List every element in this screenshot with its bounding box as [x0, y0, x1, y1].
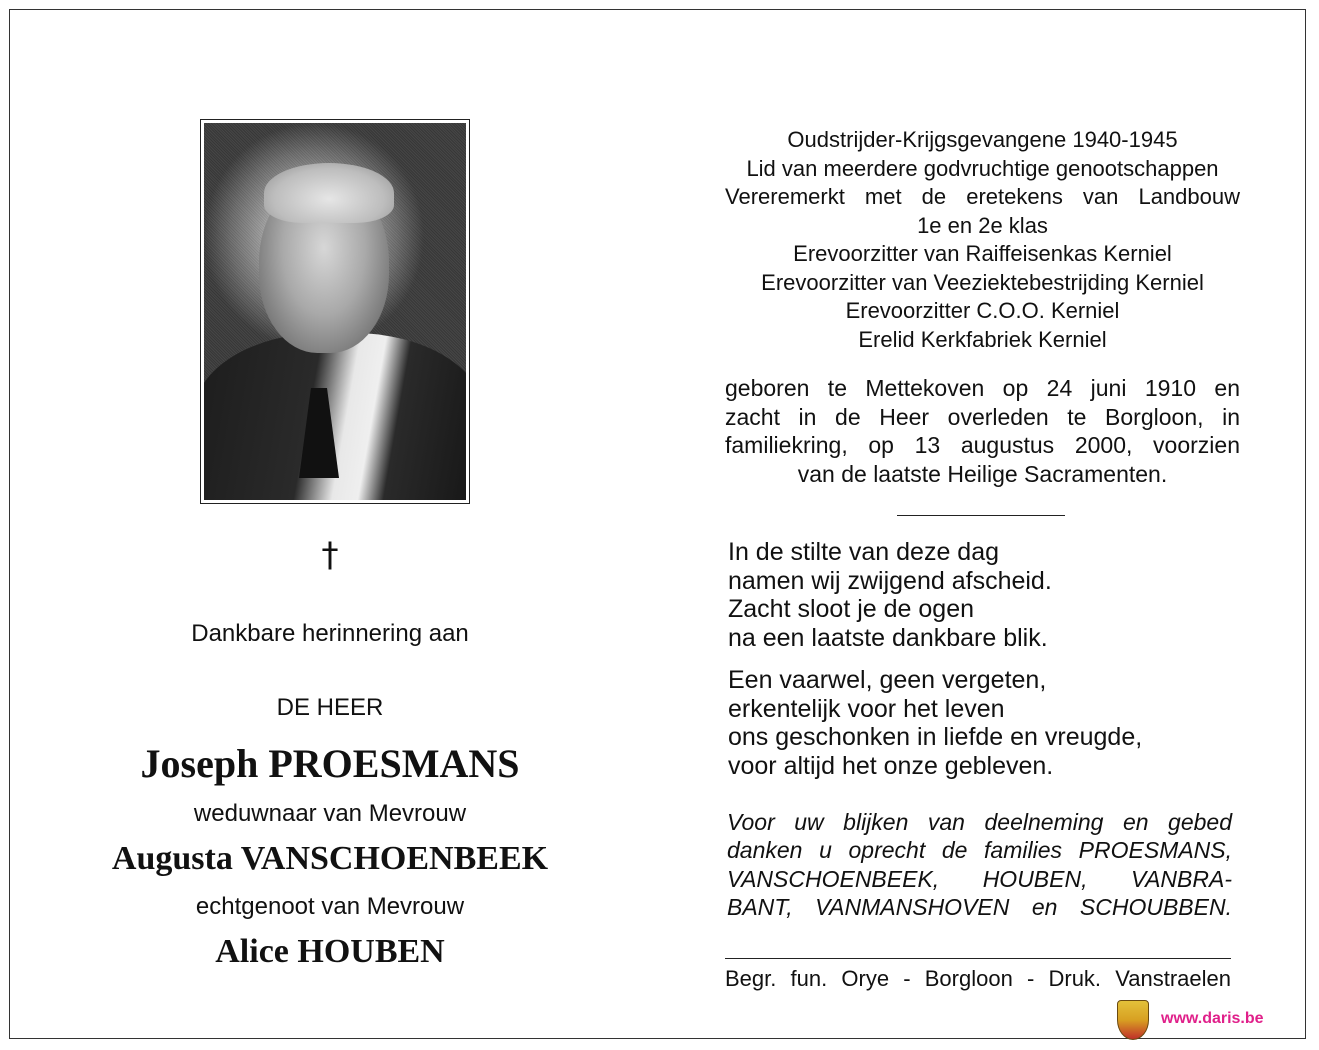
- thanks-text: [727, 808, 1232, 921]
- divider: [897, 515, 1065, 516]
- honor-line: Erevoorzitter van Veeziektebestrijding Kerniel: [761, 269, 1204, 295]
- poem-line: ons geschonken in liefde en vreugde,: [728, 723, 1143, 751]
- honor-line: 1e en 2e klas: [917, 212, 1048, 238]
- honors-list: [725, 126, 1240, 354]
- printer-credit: Begr. fun. Orye - Borgloon - Druk. Vanstraelen: [725, 966, 1231, 991]
- watermark-link[interactable]: www.daris.be: [1161, 1010, 1264, 1027]
- biography-line: geboren te Mettekoven op 24 juni 1910 en: [725, 375, 1240, 401]
- honor-line: Erelid Kerkfabriek Kerniel: [858, 326, 1107, 352]
- honorific: DE HEER: [276, 694, 384, 721]
- intro-text: Dankbare herinnering aan: [191, 620, 469, 647]
- portrait-frame: [200, 119, 470, 504]
- poem-line: namen wij zwijgend afscheid.: [728, 566, 1052, 595]
- deceased-name: Joseph PROESMANS: [140, 741, 520, 786]
- poem-line: Zacht sloot je de ogen: [728, 595, 974, 623]
- honor-line: Erevoorzitter C.O.O. Kerniel: [845, 298, 1120, 323]
- spouse-name-2: Alice HOUBEN: [215, 933, 445, 970]
- honor-line: Vereremerkt met de eretekens van Landbouw: [725, 184, 1240, 209]
- poem-stanza-2: [728, 666, 1248, 780]
- thanks-line: Voor uw blijken van deelneming en gebed: [727, 809, 1232, 835]
- poem-line: erkentelijk voor het leven: [728, 694, 1005, 723]
- portrait-photo: [204, 123, 466, 500]
- biography-line: familiekring, op 13 augustus 2000, voorzien: [725, 432, 1240, 458]
- thanks-line: VANSCHOENBEEK, HOUBEN, VANBRA-: [727, 865, 1232, 892]
- thanks-line: danken u oprecht de families PROESMANS,: [727, 837, 1232, 864]
- poem-line: In de stilte van deze dag: [728, 538, 1000, 566]
- portrait-hair: [264, 163, 394, 223]
- honor-line: Oudstrijder-Krijgsgevangene 1940-1945: [787, 127, 1178, 152]
- crest-icon: [1117, 1000, 1149, 1040]
- biography: [725, 374, 1240, 488]
- biography-line: van de laatste Heilige Sacramenten.: [797, 460, 1168, 487]
- poem-line: Een vaarwel, geen vergeten,: [728, 666, 1047, 694]
- poem-line: na een laatste dankbare blik.: [728, 623, 1048, 652]
- biography-line: zacht in de Heer overleden te Borgloon, in: [725, 403, 1240, 430]
- footer-divider: [725, 958, 1231, 959]
- poem-line: voor altijd het onze gebleven.: [728, 751, 1054, 780]
- poem-stanza-1: [728, 538, 1248, 652]
- cross-icon: †: [321, 535, 339, 575]
- relation-husband: echtgenoot van Mevrouw: [195, 893, 465, 920]
- relation-widower: weduwnaar van Mevrouw: [193, 800, 467, 827]
- thanks-line: BANT, VANMANSHOVEN en SCHOUBBEN.: [727, 893, 1232, 920]
- watermark: [1117, 1000, 1312, 1042]
- honor-line: Erevoorzitter van Raiffeisenkas Kerniel: [793, 241, 1172, 266]
- spouse-name-1: Augusta VANSCHOENBEEK: [111, 840, 549, 877]
- honor-line: Lid van meerdere godvruchtige genootschappen: [746, 155, 1219, 181]
